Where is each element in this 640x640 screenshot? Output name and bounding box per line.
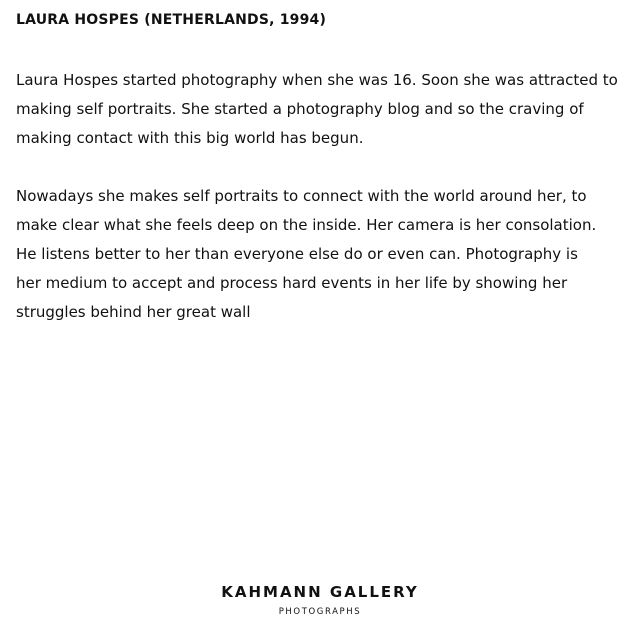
bio-paragraph-1 [16,66,618,153]
bio-paragraph-2-line-1: Nowadays she makes self portraits to connect with the world around her, to [16,187,587,205]
bio-paragraph-2-line-3: He listens better to her than everyone else do or even can. Photography is [16,245,578,263]
bio-paragraph-1-line-2: making self portraits. She started a photography blog and so the craving of [16,100,584,118]
bio-paragraph-2-line-5: struggles behind her great wall [16,303,251,321]
page-title: LAURA HOSPES (NETHERLANDS, 1994) [16,12,327,28]
gallery-logo [0,583,640,618]
bio-paragraph-2-line-4: her medium to accept and process hard events in her life by showing her [16,274,568,292]
gallery-name: KAHMANN GALLERY [221,583,419,601]
bio-paragraph-2-line-2: make clear what she feels deep on the inside. Her camera is her consolation. [16,216,597,234]
bio-paragraph-1-line-1: Laura Hospes started photography when she was 16. Soon she was attracted to [16,71,618,89]
bio-paragraph-2 [16,182,596,327]
bio-paragraph-1-line-3: making contact with this big world has begun. [16,129,364,147]
gallery-subtitle: PHOTOGRAPHS [278,607,362,617]
